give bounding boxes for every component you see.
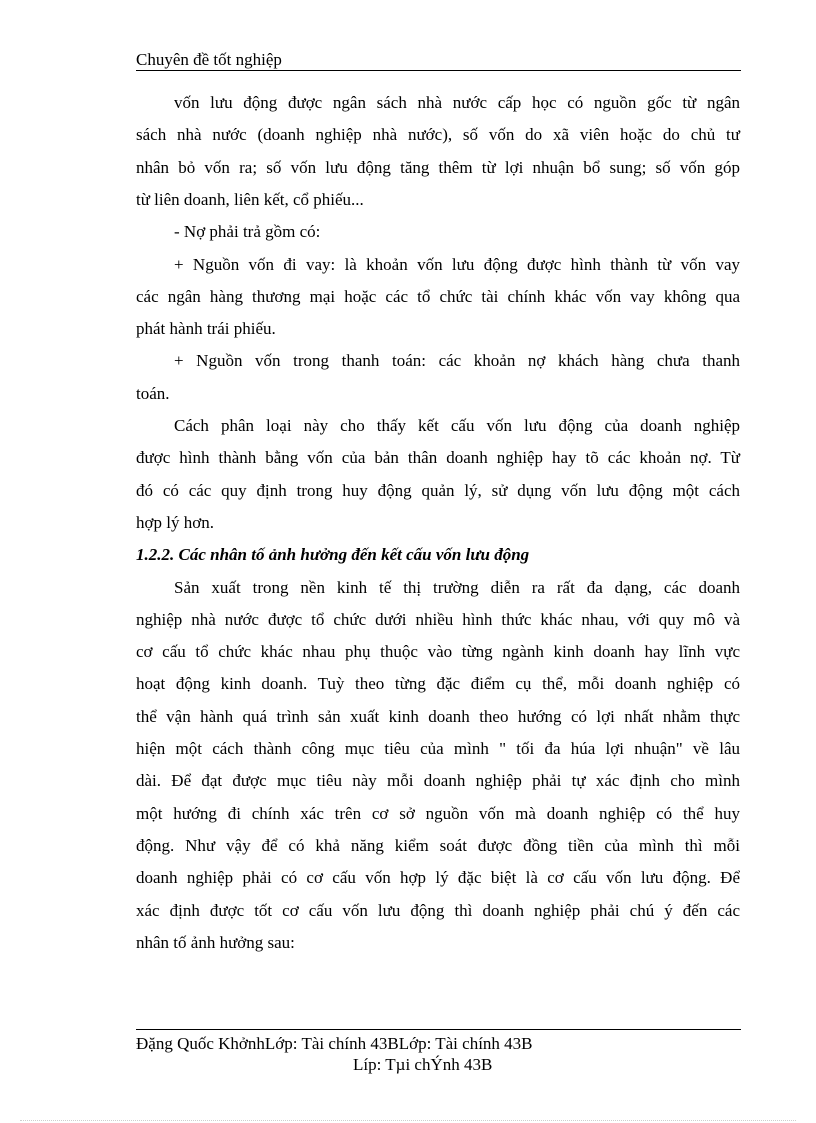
body-line: từ liên doanh, liên kết, cổ phiếu... [136, 189, 364, 209]
body-line: vốn lưu động được ngân sách nhà nước cấp học có nguồn gốc từ ngân [174, 93, 740, 112]
body-line: dài. Để đạt được mục tiêu này mỗi doanh nghiệp phải tự xác định cho mình [136, 771, 740, 791]
body-line: được hình thành bằng vốn của bản thân doanh nghiệp hay tõ các khoản nợ. Từ [136, 448, 740, 468]
body-line: nhân tố ảnh hưởng sau: [136, 932, 295, 952]
body-line: đó có các quy định trong huy động quản lý, sử dụng vốn lưu động một cách [136, 480, 740, 500]
page-bottom-dotted-edge [20, 1120, 796, 1121]
body-line: hoạt động kinh doanh. Tuỳ theo từng đặc điểm cụ thể, mỗi doanh nghiệp có [136, 674, 740, 694]
section-heading: 1.2.2. Các nhân tố ảnh hưởng đến kết cấu vốn lưu động [136, 545, 530, 565]
body-line: phát hành trái phiếu. [136, 319, 276, 339]
body-line: Cách phân loại này cho thấy kết cấu vốn lưu động của doanh nghiệp [174, 416, 740, 435]
body-line: động. Như vậy để có khả năng kiểm soát được đồng tiền của mình thì mỗi [136, 835, 740, 855]
page-header-title: Chuyên đề tốt nghiệp [136, 50, 282, 69]
body-line: xác định được tốt cơ cấu vốn lưu động thì doanh nghiệp phải chú ý đến các [136, 900, 740, 920]
body-line: hiện một cách thành công mục tiêu của mình " tối đa húa lợi nhuận" về lâu [136, 739, 740, 758]
body-line: + Nguồn vốn đi vay: là khoản vốn lưu động được hình thành từ vốn vay [174, 254, 740, 274]
body-line: nhân bỏ vốn ra; số vốn lưu động tăng thêm từ lợi nhuận bổ sung; số vốn góp [136, 157, 740, 177]
body-line: sách nhà nước (doanh nghiệp nhà nước), số vốn do xã viên hoặc do chủ tư [136, 125, 740, 145]
body-line: cơ cấu tổ chức khác nhau phụ thuộc vào từng ngành kinh doanh hay lĩnh vực [136, 642, 740, 662]
body-line: nghiệp nhà nước được tổ chức dưới nhiều hình thức khác nhau, với quy mô và [136, 609, 740, 629]
body-line: hợp lý hơn. [136, 512, 214, 532]
body-line: một hướng đi chính xác trên cơ sở nguồn vốn mà doanh nghiệp có thể huy [136, 803, 740, 823]
footer-author-line: Đặng Quốc KhởnhLớp: Tài chính 43BLớp: Tài chính 43B [136, 1034, 533, 1053]
body-line: + Nguồn vốn trong thanh toán: các khoản nợ khách hàng chưa thanh [174, 351, 740, 371]
footer-class-line: Líp: Tµi chÝnh 43B [353, 1055, 493, 1074]
body-line: toán. [136, 383, 170, 403]
body-line: thể vận hành quá trình sản xuất kinh doanh theo hướng có lợi nhất nhằm thực [136, 706, 740, 726]
header-divider [136, 70, 741, 71]
body-line: - Nợ phải trả gồm có: [174, 222, 321, 242]
body-line: doanh nghiệp phải có cơ cấu vốn hợp lý đặc biệt là cơ cấu vốn lưu động. Để [136, 868, 740, 888]
body-line: Sản xuất trong nền kinh tế thị trường diễn ra rất đa dạng, các doanh [174, 577, 740, 597]
body-line: các ngân hàng thương mại hoặc các tổ chức tài chính khác vốn vay không qua [136, 286, 740, 306]
footer-divider [136, 1029, 741, 1030]
